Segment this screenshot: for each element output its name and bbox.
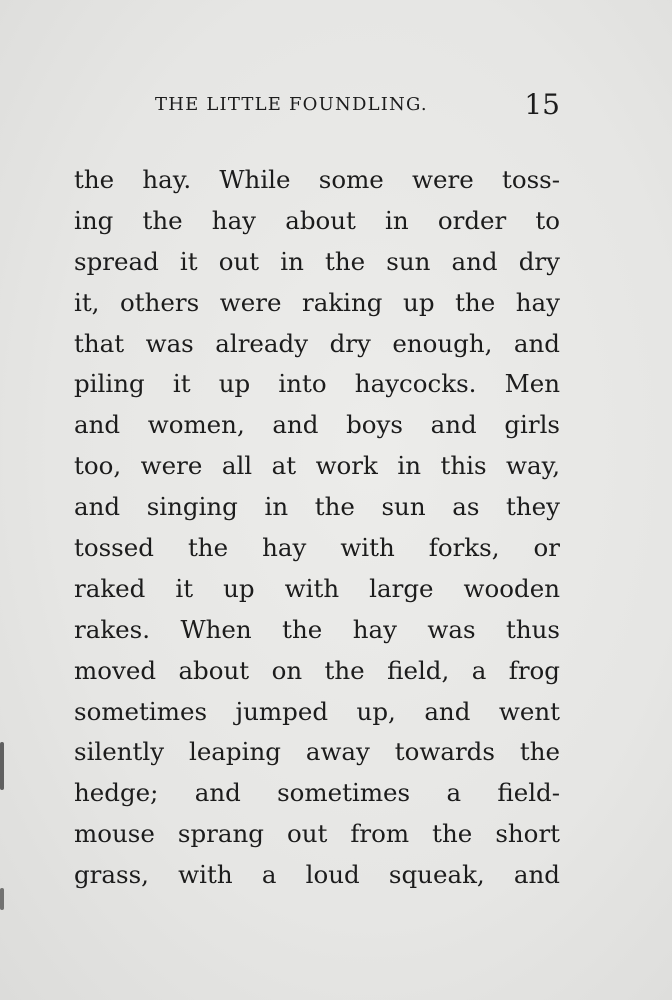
text-line: silently leaping away towards the <box>74 737 560 767</box>
text-line: and women, and boys and girls <box>74 410 560 440</box>
text-line: too, were all at work in this way, <box>74 451 560 481</box>
text-line: hedge; and sometimes a field- <box>74 778 560 808</box>
text-line: sometimes jumped up, and went <box>74 696 560 726</box>
running-head <box>155 90 560 122</box>
text-line: that was already dry enough, and <box>74 328 560 358</box>
text-line: the hay. While some were toss- <box>74 165 560 194</box>
text-line: raked it up with large wooden <box>74 573 560 603</box>
text-line: and singing in the sun as they <box>74 492 560 522</box>
page-edge-mark <box>0 888 4 910</box>
text-line: piling it up into haycocks. Men <box>74 369 560 399</box>
text-line: moved about on the field, a frog <box>74 655 560 685</box>
text-line: it, others were raking up the hay <box>74 287 560 317</box>
text-line: tossed the hay with forks, or <box>74 533 560 563</box>
page-number: 15 <box>524 88 560 121</box>
page-edge-mark <box>0 742 4 790</box>
text-line: grass, with a loud squeak, and <box>74 860 560 890</box>
text-line: rakes. When the hay was thus <box>74 614 560 644</box>
running-title: THE LITTLE FOUNDLING. <box>155 94 428 115</box>
text-line: spread it out in the sun and dry <box>74 246 560 276</box>
text-line: mouse sprang out from the short <box>74 819 560 849</box>
text-line: ing the hay about in order to <box>74 205 560 235</box>
body-text <box>74 160 560 896</box>
